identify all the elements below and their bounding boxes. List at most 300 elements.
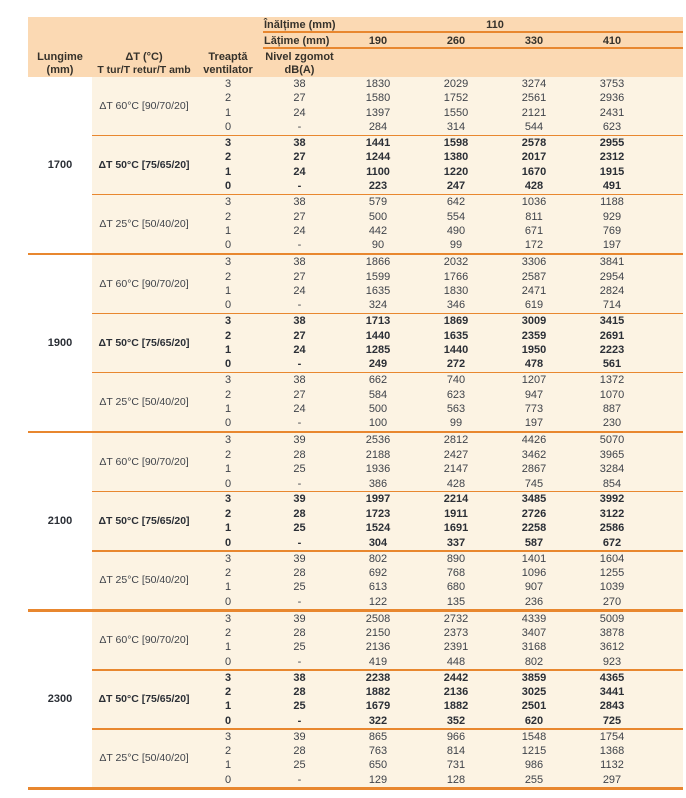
table-row bbox=[196, 270, 683, 284]
output-value-cell: 2812 bbox=[443, 434, 469, 447]
table-row bbox=[196, 136, 683, 150]
fan-stage-cell: 0 bbox=[224, 595, 232, 608]
fan-stage-cell: 1 bbox=[224, 106, 232, 119]
output-table bbox=[28, 17, 683, 790]
fan-stage-cell: 0 bbox=[224, 477, 232, 490]
output-value-cell: 135 bbox=[446, 595, 466, 608]
fan-stage-cell: 1 bbox=[224, 284, 232, 297]
noise-level-cell: 27 bbox=[293, 270, 306, 283]
table-row bbox=[196, 773, 683, 787]
output-value-cell: 1866 bbox=[365, 256, 391, 269]
fan-stage-column-header-line2: ventilator bbox=[203, 63, 253, 76]
delta-t-label: ΔT 25°C [50/40/20] bbox=[99, 574, 189, 587]
output-value-cell: 500 bbox=[368, 403, 388, 416]
output-value-cell: 419 bbox=[368, 655, 388, 668]
output-value-cell: 887 bbox=[602, 403, 622, 416]
table-row bbox=[196, 685, 683, 699]
output-value-cell: 1882 bbox=[443, 700, 469, 713]
output-value-cell: 1039 bbox=[599, 581, 625, 594]
output-value-cell: 352 bbox=[446, 714, 466, 727]
output-value-cell: 1936 bbox=[365, 463, 391, 476]
output-value-cell: 3168 bbox=[521, 641, 547, 654]
subgroup-rows bbox=[196, 373, 683, 431]
output-value-cell: 2954 bbox=[599, 270, 625, 283]
output-value-cell: 197 bbox=[524, 417, 544, 430]
output-value-cell: 223 bbox=[368, 180, 388, 193]
output-value-cell: 2955 bbox=[599, 137, 625, 150]
output-value-cell: 99 bbox=[449, 417, 463, 430]
height-header-row bbox=[28, 17, 683, 33]
noise-level-cell: - bbox=[297, 477, 302, 490]
output-value-cell: 2121 bbox=[521, 106, 547, 119]
fan-stage-cell: 2 bbox=[224, 507, 232, 520]
output-value-cell: 620 bbox=[524, 714, 544, 727]
output-value-cell: 1580 bbox=[365, 92, 391, 105]
output-value-cell: 197 bbox=[602, 239, 622, 252]
delta-t-label: ΔT 50°C [75/65/20] bbox=[98, 693, 190, 706]
output-value-cell: 2029 bbox=[443, 78, 469, 90]
output-value-cell: 745 bbox=[524, 477, 544, 490]
output-value-cell: 769 bbox=[602, 224, 622, 237]
fan-stage-cell: 2 bbox=[224, 745, 232, 758]
output-value-cell: 2214 bbox=[443, 493, 469, 506]
output-value-cell: 2501 bbox=[521, 700, 547, 713]
output-value-cell: 129 bbox=[368, 773, 388, 786]
noise-level-cell: 25 bbox=[293, 581, 306, 594]
table-row bbox=[196, 357, 683, 371]
delta-t-column-header-line2: T tur/T retur/T amb bbox=[97, 63, 191, 76]
delta-t-block bbox=[92, 433, 683, 491]
output-value-cell: 1548 bbox=[521, 730, 547, 743]
output-value-cell: 563 bbox=[446, 403, 466, 416]
output-value-cell: 2586 bbox=[599, 522, 625, 535]
fan-stage-cell: 1 bbox=[224, 522, 232, 535]
output-value-cell: 100 bbox=[368, 417, 388, 430]
subgroup-rows bbox=[196, 612, 683, 670]
output-value-cell: 2578 bbox=[521, 137, 547, 150]
output-value-cell: 662 bbox=[368, 374, 388, 387]
fan-stage-cell: 1 bbox=[224, 224, 232, 237]
output-value-cell: 2136 bbox=[443, 686, 469, 699]
output-value-cell: 554 bbox=[446, 210, 466, 223]
output-value-cell: 2561 bbox=[521, 92, 547, 105]
output-value-cell: 270 bbox=[602, 595, 622, 608]
width-value: 410 bbox=[602, 35, 622, 47]
output-value-cell: 478 bbox=[524, 358, 544, 371]
output-value-cell: 5070 bbox=[599, 434, 625, 447]
output-value-cell: 802 bbox=[368, 552, 388, 565]
output-value-cell: 672 bbox=[602, 536, 622, 549]
noise-level-cell: 27 bbox=[293, 329, 306, 342]
table-row bbox=[196, 612, 683, 626]
output-value-cell: 561 bbox=[602, 358, 622, 371]
output-value-cell: 725 bbox=[602, 714, 622, 727]
fan-stage-cell: 0 bbox=[224, 299, 232, 312]
output-value-cell: 2427 bbox=[443, 448, 469, 461]
output-value-cell: 428 bbox=[446, 477, 466, 490]
fan-stage-column-header-line1: Treaptă bbox=[208, 51, 248, 63]
table-row bbox=[196, 758, 683, 772]
output-value-cell: 1215 bbox=[521, 745, 547, 758]
output-value-cell: 802 bbox=[524, 655, 544, 668]
output-value-cell: 2391 bbox=[443, 641, 469, 654]
output-value-cell: 619 bbox=[524, 299, 544, 312]
output-value-cell: 249 bbox=[368, 358, 388, 371]
fan-stage-cell: 2 bbox=[224, 270, 232, 283]
table-row bbox=[196, 120, 683, 134]
length-column-header-line2: (mm) bbox=[46, 63, 74, 76]
output-value-cell: 2732 bbox=[443, 612, 469, 625]
table-row bbox=[196, 91, 683, 105]
width-value: 190 bbox=[368, 35, 388, 47]
delta-t-column-header bbox=[92, 51, 196, 76]
delta-t-label: ΔT 50°C [75/65/20] bbox=[98, 158, 190, 171]
noise-level-cell: 38 bbox=[293, 137, 306, 150]
output-value-cell: 544 bbox=[524, 121, 544, 134]
output-value-cell: 587 bbox=[524, 536, 544, 549]
output-value-cell: 3485 bbox=[521, 493, 547, 506]
output-value-cell: 650 bbox=[368, 759, 388, 772]
output-value-cell: 304 bbox=[368, 536, 388, 549]
output-value-cell: 1723 bbox=[365, 507, 391, 520]
output-value-cell: 966 bbox=[446, 730, 466, 743]
delta-t-block bbox=[92, 314, 683, 372]
noise-column-header-line1: Nivel zgomot bbox=[265, 51, 334, 63]
output-value-cell: 2017 bbox=[521, 151, 547, 164]
table-row bbox=[196, 343, 683, 357]
output-value-cell: 2136 bbox=[365, 641, 391, 654]
output-value-cell: 2032 bbox=[443, 256, 469, 269]
table-row bbox=[196, 433, 683, 447]
subgroup-rows bbox=[196, 433, 683, 491]
output-value-cell: 1635 bbox=[443, 329, 469, 342]
table-row bbox=[196, 744, 683, 758]
fan-stage-cell: 2 bbox=[224, 686, 232, 699]
output-value-cell: 4339 bbox=[521, 612, 547, 625]
fan-stage-cell: 3 bbox=[224, 493, 232, 506]
table-row bbox=[196, 298, 683, 312]
output-value-cell: 1380 bbox=[443, 151, 469, 164]
length-label: 1900 bbox=[28, 255, 92, 431]
output-value-cell: 2587 bbox=[521, 270, 547, 283]
output-value-cell: 1285 bbox=[365, 344, 391, 357]
noise-level-cell: 28 bbox=[293, 448, 306, 461]
output-value-cell: 2691 bbox=[599, 329, 625, 342]
output-value-cell: 811 bbox=[525, 210, 543, 223]
table-row bbox=[196, 150, 683, 164]
output-value-cell: 2312 bbox=[599, 151, 625, 164]
noise-level-cell: - bbox=[297, 358, 302, 371]
output-value-cell: 337 bbox=[446, 536, 466, 549]
noise-column-header-line2: dB(A) bbox=[284, 63, 315, 76]
output-value-cell: 1604 bbox=[599, 552, 625, 565]
table-row bbox=[196, 640, 683, 654]
output-value-cell: 448 bbox=[446, 655, 466, 668]
table-row bbox=[196, 314, 683, 328]
output-value-cell: 1188 bbox=[600, 196, 624, 209]
output-value-cell: 692 bbox=[368, 566, 388, 579]
fan-stage-cell: 2 bbox=[224, 626, 232, 639]
fan-stage-cell: 1 bbox=[224, 700, 232, 713]
fan-stage-column-header bbox=[196, 51, 260, 76]
group-data bbox=[92, 77, 683, 253]
output-value-cell: 314 bbox=[446, 121, 466, 134]
length-group bbox=[28, 612, 683, 788]
output-value-cell: 4365 bbox=[599, 671, 625, 684]
output-value-cell: 814 bbox=[446, 745, 466, 758]
table-row bbox=[196, 595, 683, 609]
noise-level-cell: 25 bbox=[293, 463, 306, 476]
fan-stage-cell: 0 bbox=[224, 773, 232, 786]
table-row bbox=[196, 552, 683, 566]
width-value: 330 bbox=[524, 35, 544, 47]
output-value-cell: 5009 bbox=[599, 612, 625, 625]
output-value-cell: 272 bbox=[446, 358, 466, 371]
table-row bbox=[196, 165, 683, 179]
output-value-cell: 122 bbox=[368, 595, 388, 608]
length-label: 2300 bbox=[28, 612, 92, 788]
fan-stage-cell: 3 bbox=[224, 552, 232, 565]
output-value-cell: 3878 bbox=[599, 626, 625, 639]
output-value-cell: 1368 bbox=[599, 745, 625, 758]
output-value-cell: 3841 bbox=[599, 256, 625, 269]
output-value-cell: 2867 bbox=[521, 463, 547, 476]
fan-stage-cell: 1 bbox=[224, 759, 232, 772]
output-value-cell: 1915 bbox=[599, 165, 625, 178]
fan-stage-cell: 3 bbox=[224, 434, 232, 447]
output-value-cell: 763 bbox=[368, 745, 388, 758]
noise-level-cell: 28 bbox=[293, 686, 306, 699]
output-value-cell: 172 bbox=[524, 239, 544, 252]
subgroup-rows bbox=[196, 671, 683, 729]
delta-t-block bbox=[92, 136, 683, 194]
output-value-cell: 386 bbox=[368, 477, 388, 490]
output-value-cell: 128 bbox=[446, 773, 466, 786]
table-row bbox=[196, 224, 683, 238]
output-value-cell: 284 bbox=[368, 121, 388, 134]
output-value-cell: 236 bbox=[524, 595, 544, 608]
output-value-cell: 854 bbox=[602, 477, 622, 490]
length-label: 2100 bbox=[28, 433, 92, 609]
noise-level-cell: 39 bbox=[293, 730, 306, 743]
fan-stage-cell: 3 bbox=[224, 256, 232, 269]
noise-level-cell: - bbox=[297, 773, 302, 786]
output-value-cell: 623 bbox=[446, 388, 466, 401]
fan-stage-cell: 0 bbox=[224, 417, 232, 430]
noise-level-cell: - bbox=[297, 239, 302, 252]
delta-t-block bbox=[92, 612, 683, 670]
fan-stage-cell: 0 bbox=[224, 180, 232, 193]
output-value-cell: 1950 bbox=[521, 344, 547, 357]
output-value-cell: 1830 bbox=[443, 284, 469, 297]
fan-stage-cell: 0 bbox=[224, 714, 232, 727]
output-value-cell: 90 bbox=[371, 239, 385, 252]
output-value-cell: 1713 bbox=[365, 315, 391, 328]
fan-stage-cell: 2 bbox=[224, 388, 232, 401]
noise-level-cell: 24 bbox=[293, 106, 306, 119]
output-value-cell: 1830 bbox=[365, 78, 391, 90]
noise-level-cell: 38 bbox=[293, 78, 306, 90]
fan-stage-cell: 2 bbox=[224, 448, 232, 461]
output-value-cell: 3284 bbox=[599, 463, 625, 476]
group-rule bbox=[28, 787, 683, 790]
length-label: 1700 bbox=[28, 77, 92, 253]
output-value-cell: 579 bbox=[368, 196, 388, 209]
output-value-cell: 297 bbox=[602, 773, 622, 786]
delta-t-label: ΔT 60°C [90/70/20] bbox=[99, 277, 189, 290]
table-row bbox=[196, 671, 683, 685]
output-value-cell: 428 bbox=[524, 180, 544, 193]
output-value-cell: 346 bbox=[446, 299, 466, 312]
output-value-cell: 1882 bbox=[365, 686, 391, 699]
delta-t-block bbox=[92, 671, 683, 729]
output-value-cell: 2238 bbox=[365, 671, 391, 684]
output-value-cell: 3965 bbox=[599, 448, 625, 461]
noise-level-cell: - bbox=[297, 655, 302, 668]
table-body bbox=[28, 77, 683, 790]
output-value-cell: 2508 bbox=[365, 612, 391, 625]
fan-stage-cell: 3 bbox=[224, 374, 232, 387]
noise-level-cell: 28 bbox=[293, 507, 306, 520]
fan-stage-cell: 1 bbox=[224, 403, 232, 416]
delta-t-block bbox=[92, 373, 683, 431]
output-value-cell: 642 bbox=[446, 196, 466, 209]
table-row bbox=[196, 416, 683, 430]
noise-level-cell: 38 bbox=[293, 374, 306, 387]
output-value-cell: 1691 bbox=[443, 522, 469, 535]
subgroup-rows bbox=[196, 314, 683, 372]
length-column-header-line1: Lungime bbox=[37, 51, 83, 63]
subgroup-rows bbox=[196, 552, 683, 610]
group-data bbox=[92, 433, 683, 609]
fan-stage-cell: 3 bbox=[224, 78, 232, 90]
noise-level-cell: - bbox=[297, 417, 302, 430]
output-value-cell: 2471 bbox=[521, 284, 547, 297]
subgroup-rows bbox=[196, 77, 683, 135]
delta-t-label: ΔT 60°C [90/70/20] bbox=[99, 456, 189, 469]
noise-level-cell: 25 bbox=[293, 641, 306, 654]
output-value-cell: 1869 bbox=[443, 315, 469, 328]
output-value-cell: 1679 bbox=[365, 700, 391, 713]
noise-level-cell: 27 bbox=[293, 388, 306, 401]
output-value-cell: 2431 bbox=[599, 106, 625, 119]
noise-level-cell: 38 bbox=[293, 671, 306, 684]
fan-stage-cell: 0 bbox=[224, 655, 232, 668]
output-value-cell: 3612 bbox=[599, 641, 625, 654]
delta-t-label: ΔT 25°C [50/40/20] bbox=[99, 396, 189, 409]
delta-t-block bbox=[92, 552, 683, 610]
output-value-cell: 671 bbox=[524, 224, 544, 237]
table-header bbox=[28, 17, 683, 77]
noise-level-cell: - bbox=[297, 180, 302, 193]
fan-stage-cell: 3 bbox=[224, 315, 232, 328]
width-header-row bbox=[28, 33, 683, 49]
output-value-cell: 1207 bbox=[521, 374, 547, 387]
output-value-cell: 99 bbox=[449, 239, 463, 252]
fan-stage-cell: 0 bbox=[224, 121, 232, 134]
fan-stage-cell: 0 bbox=[224, 239, 232, 252]
fan-stage-cell: 1 bbox=[224, 344, 232, 357]
delta-t-label: ΔT 60°C [90/70/20] bbox=[99, 634, 189, 647]
table-row bbox=[196, 699, 683, 713]
delta-t-column-header-line1: ΔT (°C) bbox=[125, 51, 163, 63]
output-value-cell: 1599 bbox=[365, 270, 391, 283]
fan-stage-cell: 3 bbox=[224, 196, 232, 209]
fan-stage-cell: 3 bbox=[224, 612, 232, 625]
output-value-cell: 947 bbox=[524, 388, 544, 401]
length-group bbox=[28, 77, 683, 253]
output-value-cell: 731 bbox=[446, 759, 466, 772]
output-value-cell: 3122 bbox=[599, 507, 625, 520]
output-value-cell: 1997 bbox=[365, 493, 391, 506]
fan-stage-cell: 1 bbox=[224, 463, 232, 476]
noise-level-cell: - bbox=[297, 536, 302, 549]
output-value-cell: 680 bbox=[446, 581, 466, 594]
output-value-cell: 3441 bbox=[599, 686, 625, 699]
table-row bbox=[196, 388, 683, 402]
output-value-cell: 1550 bbox=[443, 106, 469, 119]
table-row bbox=[196, 714, 683, 728]
output-value-cell: 1441 bbox=[365, 137, 391, 150]
length-column-header bbox=[28, 51, 92, 76]
output-value-cell: 1635 bbox=[365, 284, 391, 297]
delta-t-label: ΔT 50°C [75/65/20] bbox=[98, 337, 190, 350]
output-value-cell: 1752 bbox=[443, 92, 469, 105]
output-value-cell: 1372 bbox=[599, 374, 625, 387]
noise-level-cell: 28 bbox=[293, 566, 306, 579]
noise-level-cell: 28 bbox=[293, 745, 306, 758]
noise-level-cell: 27 bbox=[293, 151, 306, 164]
output-value-cell: 3407 bbox=[521, 626, 547, 639]
noise-level-cell: - bbox=[297, 714, 302, 727]
noise-level-cell: 38 bbox=[293, 196, 306, 209]
output-value-cell: 442 bbox=[368, 224, 388, 237]
height-label: Înălțime (mm) bbox=[264, 19, 336, 31]
output-value-cell: 1440 bbox=[443, 344, 469, 357]
output-value-cell: 230 bbox=[602, 417, 622, 430]
output-value-cell: 768 bbox=[446, 566, 466, 579]
noise-level-cell: 38 bbox=[293, 315, 306, 328]
fan-stage-cell: 3 bbox=[224, 730, 232, 743]
table-row bbox=[196, 462, 683, 476]
output-value-cell: 491 bbox=[602, 180, 622, 193]
output-value-cell: 2726 bbox=[521, 507, 547, 520]
output-value-cell: 1670 bbox=[521, 165, 547, 178]
output-value-cell: 324 bbox=[368, 299, 388, 312]
table-row bbox=[196, 448, 683, 462]
length-group bbox=[28, 433, 683, 609]
fan-stage-cell: 1 bbox=[224, 165, 232, 178]
output-value-cell: 890 bbox=[446, 552, 466, 565]
table-row bbox=[196, 521, 683, 535]
delta-t-block bbox=[92, 492, 683, 550]
output-value-cell: 1096 bbox=[521, 566, 547, 579]
output-value-cell: 3859 bbox=[521, 671, 547, 684]
output-value-cell: 2442 bbox=[443, 671, 469, 684]
fan-stage-cell: 1 bbox=[224, 641, 232, 654]
noise-level-cell: - bbox=[297, 299, 302, 312]
fan-stage-cell: 1 bbox=[224, 581, 232, 594]
noise-level-cell: 24 bbox=[293, 284, 306, 297]
output-value-cell: 1598 bbox=[443, 137, 469, 150]
table-row bbox=[196, 730, 683, 744]
output-value-cell: 865 bbox=[368, 730, 388, 743]
noise-level-cell: - bbox=[297, 595, 302, 608]
output-value-cell: 2936 bbox=[599, 92, 625, 105]
table-row bbox=[196, 106, 683, 120]
noise-level-cell: - bbox=[297, 121, 302, 134]
table-row bbox=[196, 179, 683, 193]
